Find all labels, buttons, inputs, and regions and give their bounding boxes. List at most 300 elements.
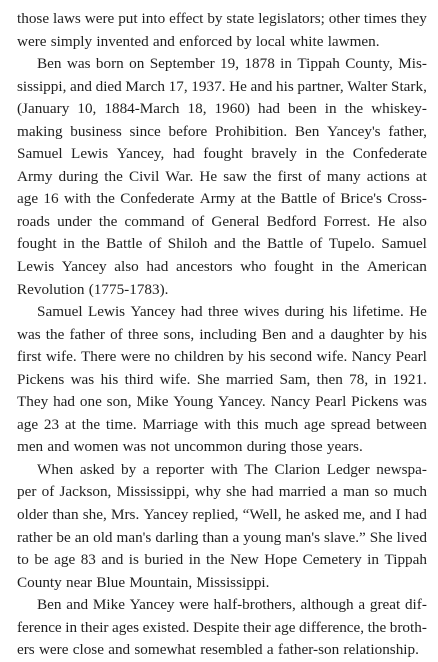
word: put <box>118 10 138 27</box>
word: the <box>45 325 65 343</box>
word: married <box>225 370 274 388</box>
word: 1937. <box>191 77 226 95</box>
text-line <box>17 527 427 550</box>
word: When <box>37 460 74 478</box>
word: Forrest. <box>323 212 371 230</box>
word: were <box>17 32 47 50</box>
word: in <box>367 551 379 569</box>
word: fought <box>203 145 243 163</box>
word: 10, <box>77 100 97 118</box>
word: He <box>229 77 247 95</box>
word: Clarion <box>274 460 321 478</box>
word: time. <box>105 415 137 433</box>
word: Tippah <box>297 55 340 73</box>
word: the <box>81 415 101 433</box>
text-line <box>17 436 427 459</box>
word: sissippi, <box>17 77 67 95</box>
word: Ben <box>37 596 62 614</box>
word: much <box>264 415 299 433</box>
word: father, <box>388 122 427 140</box>
word: Army <box>17 167 53 185</box>
word: reporter <box>156 460 205 478</box>
word: the <box>340 258 360 276</box>
word: with <box>63 190 91 208</box>
word: those <box>17 10 50 27</box>
word: Samuel <box>17 145 63 163</box>
word: the <box>252 167 272 185</box>
word: Tupelo. <box>328 235 375 253</box>
word: and <box>101 551 124 569</box>
word: they <box>400 10 427 27</box>
word: age <box>17 190 39 208</box>
word: third <box>124 370 154 388</box>
word: wife. <box>159 370 191 388</box>
word: before <box>168 122 208 140</box>
word: and <box>152 32 175 50</box>
text-line <box>17 459 427 482</box>
word: Mississippi. <box>196 573 270 591</box>
word: Revolution <box>17 280 85 298</box>
word: the <box>367 618 387 636</box>
word: Brice's <box>340 190 382 208</box>
word: first <box>17 348 42 366</box>
word: than <box>52 506 79 524</box>
word: in <box>321 258 334 276</box>
word: age <box>304 415 326 433</box>
word: He <box>199 167 218 185</box>
word: uncommon <box>174 438 243 456</box>
word: ference <box>17 618 62 636</box>
word: Tippah <box>384 551 427 569</box>
word: effect <box>169 10 204 27</box>
word: somewhat <box>134 641 196 659</box>
word: also <box>114 258 139 276</box>
word: by <box>207 10 223 27</box>
word: (January <box>17 100 70 118</box>
word: lawmen. <box>327 32 380 50</box>
word: Mike <box>92 596 125 614</box>
word: saw <box>223 167 247 185</box>
word: American <box>367 258 427 276</box>
word: under <box>57 212 92 230</box>
word: at <box>64 415 76 433</box>
word: September <box>149 55 215 73</box>
word: including <box>199 325 257 343</box>
text-line <box>17 279 427 302</box>
word: were <box>84 10 115 27</box>
word: wives <box>243 303 280 321</box>
word: three <box>208 303 239 321</box>
word: Hope <box>264 551 298 569</box>
word: with <box>203 415 231 433</box>
word: children <box>174 348 224 366</box>
word: actions <box>366 167 410 185</box>
word: Bedford <box>266 212 317 230</box>
word: relationship. <box>343 641 419 659</box>
word: General <box>211 212 260 230</box>
word: existed. <box>142 618 190 636</box>
text-line <box>17 166 427 189</box>
word: (1775-1783). <box>88 280 169 298</box>
word: women <box>73 438 119 456</box>
word: age <box>17 415 39 433</box>
word: been <box>288 100 317 118</box>
word: Mike <box>136 393 169 411</box>
word: the <box>96 190 115 208</box>
word: spread <box>330 415 371 433</box>
word: the <box>206 551 225 569</box>
word: white <box>289 32 324 50</box>
text-line <box>17 233 427 256</box>
word: business <box>70 122 122 140</box>
word: ancestors <box>176 258 233 276</box>
word: County <box>17 573 62 591</box>
word: in <box>305 145 318 163</box>
word: roads <box>17 212 50 230</box>
word: father <box>69 325 105 343</box>
word: Marriage <box>142 415 199 433</box>
word: into <box>141 10 166 27</box>
word: the <box>256 190 276 208</box>
word: years. <box>326 438 363 456</box>
word: had <box>180 303 203 321</box>
word: not <box>150 438 170 456</box>
word: in <box>63 235 75 253</box>
word: one <box>79 393 102 411</box>
word: half-brothers, <box>213 596 296 614</box>
word: enforced <box>179 32 233 50</box>
word: Battle <box>106 235 143 253</box>
word: close <box>72 641 104 659</box>
body-text <box>17 8 427 662</box>
word: man <box>343 483 370 501</box>
text-line <box>17 256 427 279</box>
word: Stark, <box>391 77 427 95</box>
word: She <box>369 528 393 546</box>
word: Sam, <box>279 370 311 388</box>
word: There <box>80 348 117 366</box>
word: men <box>17 438 44 456</box>
word: died <box>95 77 122 95</box>
word: command <box>124 212 185 230</box>
word: in <box>65 618 78 636</box>
word: local <box>255 32 286 50</box>
word: sons, <box>163 325 195 343</box>
word: other <box>328 10 360 27</box>
word: Pearl <box>395 348 427 366</box>
word: on <box>129 55 145 73</box>
word: was <box>17 325 41 343</box>
word: 83 <box>80 551 96 569</box>
word: fought <box>17 235 57 253</box>
word: great <box>369 596 401 614</box>
document-page <box>17 8 427 662</box>
word: 17, <box>168 77 188 95</box>
word: of <box>41 483 55 501</box>
word: Yancey <box>61 258 107 276</box>
word: wife. <box>45 348 77 366</box>
word: the <box>98 212 118 230</box>
word: Nancy <box>351 348 392 366</box>
word: Yancey <box>130 303 176 321</box>
word: man's <box>285 528 321 546</box>
word: broth- <box>389 618 427 636</box>
word: although <box>300 596 354 614</box>
word: times <box>363 10 397 27</box>
word: 1878 <box>244 55 275 73</box>
word: Ledger <box>326 460 370 478</box>
text-line <box>17 211 427 234</box>
word: an <box>74 528 90 546</box>
word: this <box>236 415 259 433</box>
word: in <box>280 55 292 73</box>
word: age <box>54 551 76 569</box>
word: be <box>56 528 71 546</box>
word: ages <box>112 618 140 636</box>
word: Pearl <box>315 393 347 411</box>
text-line <box>17 639 427 662</box>
word: newspa- <box>376 460 427 478</box>
word: a <box>266 641 274 659</box>
word: County, <box>345 55 393 73</box>
word: were <box>179 596 209 614</box>
word: 78, <box>349 370 369 388</box>
word: Young <box>173 393 214 411</box>
word: The <box>244 460 268 478</box>
word: had <box>53 393 76 411</box>
word: darling <box>155 528 199 546</box>
word: Cross- <box>387 190 427 208</box>
word: had <box>251 483 274 501</box>
text-line <box>17 481 427 504</box>
word: of <box>191 212 205 230</box>
word: Ben <box>261 325 287 343</box>
word: Yancey <box>129 596 175 614</box>
word: he <box>285 506 301 524</box>
word: fought <box>274 258 314 276</box>
word: New <box>230 551 259 569</box>
word: by <box>228 348 244 366</box>
word: Shiloh <box>167 235 208 253</box>
word: in <box>188 551 201 569</box>
word: Yancey <box>143 506 189 524</box>
word: of <box>110 325 123 343</box>
word: had <box>146 258 169 276</box>
word: with <box>210 460 238 478</box>
text-line <box>17 8 427 31</box>
word: were <box>38 641 69 659</box>
word: legislators; <box>258 10 325 27</box>
word: slave.” <box>324 528 366 546</box>
word: during <box>246 438 287 456</box>
word: a <box>142 460 150 478</box>
word: son, <box>106 393 132 411</box>
word: young <box>243 528 282 546</box>
word: Ben <box>37 55 62 73</box>
word: the <box>344 100 364 118</box>
word: Jackson, <box>59 483 112 501</box>
word: why <box>194 483 221 501</box>
text-line <box>17 188 427 211</box>
word: much <box>393 483 427 501</box>
text-line <box>17 504 427 527</box>
text-line <box>17 572 427 595</box>
word: Battle <box>280 190 318 208</box>
word: a <box>331 483 338 501</box>
word: of <box>308 167 321 185</box>
word: in <box>374 370 387 388</box>
word: of <box>148 235 162 253</box>
word: I <box>395 506 401 524</box>
word: his <box>247 348 266 366</box>
word: Lewis <box>17 258 55 276</box>
word: Civil <box>128 167 160 185</box>
word: the <box>81 235 100 253</box>
word: Mrs. <box>110 506 140 524</box>
word: Ben <box>294 122 320 140</box>
word: at <box>240 190 252 208</box>
word: first <box>277 167 303 185</box>
word: dif- <box>404 596 427 614</box>
word: and <box>66 596 89 614</box>
word: Pickens <box>351 393 399 411</box>
word: Mountain, <box>129 573 193 591</box>
word: Confederate <box>352 145 427 163</box>
word: and <box>47 438 70 456</box>
word: had <box>404 506 427 524</box>
word: by <box>121 460 137 478</box>
word: 16 <box>43 190 59 208</box>
word: They <box>17 393 49 411</box>
word: their <box>80 618 109 636</box>
word: Cemetery <box>302 551 362 569</box>
word: Yancey's <box>327 122 381 140</box>
word: by <box>236 32 252 50</box>
word: 18, <box>187 100 207 118</box>
word: Pickens <box>17 370 65 388</box>
word: buried <box>144 551 184 569</box>
word: 23 <box>43 415 60 433</box>
text-line <box>17 324 427 347</box>
word: wife. <box>316 348 348 366</box>
text-line <box>17 549 427 572</box>
word: by <box>388 325 405 343</box>
word: Nancy <box>270 393 311 411</box>
word: Battle <box>267 235 304 253</box>
text-line <box>17 76 427 99</box>
text-line <box>17 121 427 144</box>
word: born <box>95 55 124 73</box>
word: the <box>325 145 345 163</box>
word: 1960) <box>214 100 250 118</box>
word: He <box>409 303 427 321</box>
word: daughter <box>330 325 384 343</box>
word: at <box>415 167 427 185</box>
text-line <box>17 617 427 640</box>
word: of <box>322 190 336 208</box>
word: a <box>358 596 366 614</box>
text-line <box>17 391 427 414</box>
word: 1921. <box>392 370 427 388</box>
word: partner, <box>297 77 344 95</box>
word: invented <box>96 32 149 50</box>
text-line <box>17 143 427 166</box>
text-line <box>17 414 427 437</box>
text-line <box>17 369 427 392</box>
word: Samuel <box>381 235 427 253</box>
word: War. <box>165 167 194 185</box>
word: during <box>284 303 325 321</box>
text-line <box>17 98 427 121</box>
word: during <box>58 167 99 185</box>
word: married <box>278 483 326 501</box>
word: the <box>104 167 123 185</box>
word: had <box>172 145 195 163</box>
word: asked <box>79 460 115 478</box>
word: asked <box>304 506 339 524</box>
word: laws <box>52 10 81 27</box>
word: was <box>70 370 95 388</box>
word: Mississippi, <box>116 483 190 501</box>
word: to <box>17 551 29 569</box>
word: his <box>276 77 294 95</box>
word: near <box>65 573 93 591</box>
word: between <box>376 415 427 433</box>
word: who <box>240 258 267 276</box>
word: March <box>125 77 166 95</box>
word: making <box>17 122 63 140</box>
word: man's <box>116 528 152 546</box>
word: father-son <box>277 641 340 659</box>
word: she, <box>82 506 107 524</box>
text-line <box>17 594 427 617</box>
word: She <box>196 370 220 388</box>
word: state <box>226 10 255 27</box>
word: old <box>93 528 113 546</box>
word: is <box>128 551 139 569</box>
word: ers <box>17 641 35 659</box>
word: was <box>403 393 427 411</box>
word: many <box>326 167 361 185</box>
word: were <box>120 348 151 366</box>
word: Lewis <box>71 145 109 163</box>
word: in <box>324 100 337 118</box>
word: since <box>129 122 161 140</box>
word: rather <box>17 528 53 546</box>
word: Despite <box>193 618 240 636</box>
word: “Well, <box>242 506 282 524</box>
word: Mis- <box>398 55 427 73</box>
word: and <box>213 235 236 253</box>
word: also <box>402 212 427 230</box>
word: was <box>122 438 147 456</box>
word: Yancey, <box>116 145 165 163</box>
word: his <box>100 370 119 388</box>
word: Blue <box>96 573 126 591</box>
word: difference, <box>299 618 365 636</box>
word: so <box>374 483 388 501</box>
word: lifetime. <box>352 303 404 321</box>
word: was <box>66 55 91 73</box>
text-line <box>17 31 427 54</box>
word: Walter <box>347 77 388 95</box>
text-line <box>17 346 427 369</box>
word: and <box>250 77 273 95</box>
word: Lewis <box>87 303 126 321</box>
word: Prohibition. <box>215 122 288 140</box>
word: second <box>269 348 313 366</box>
word: his <box>329 303 348 321</box>
